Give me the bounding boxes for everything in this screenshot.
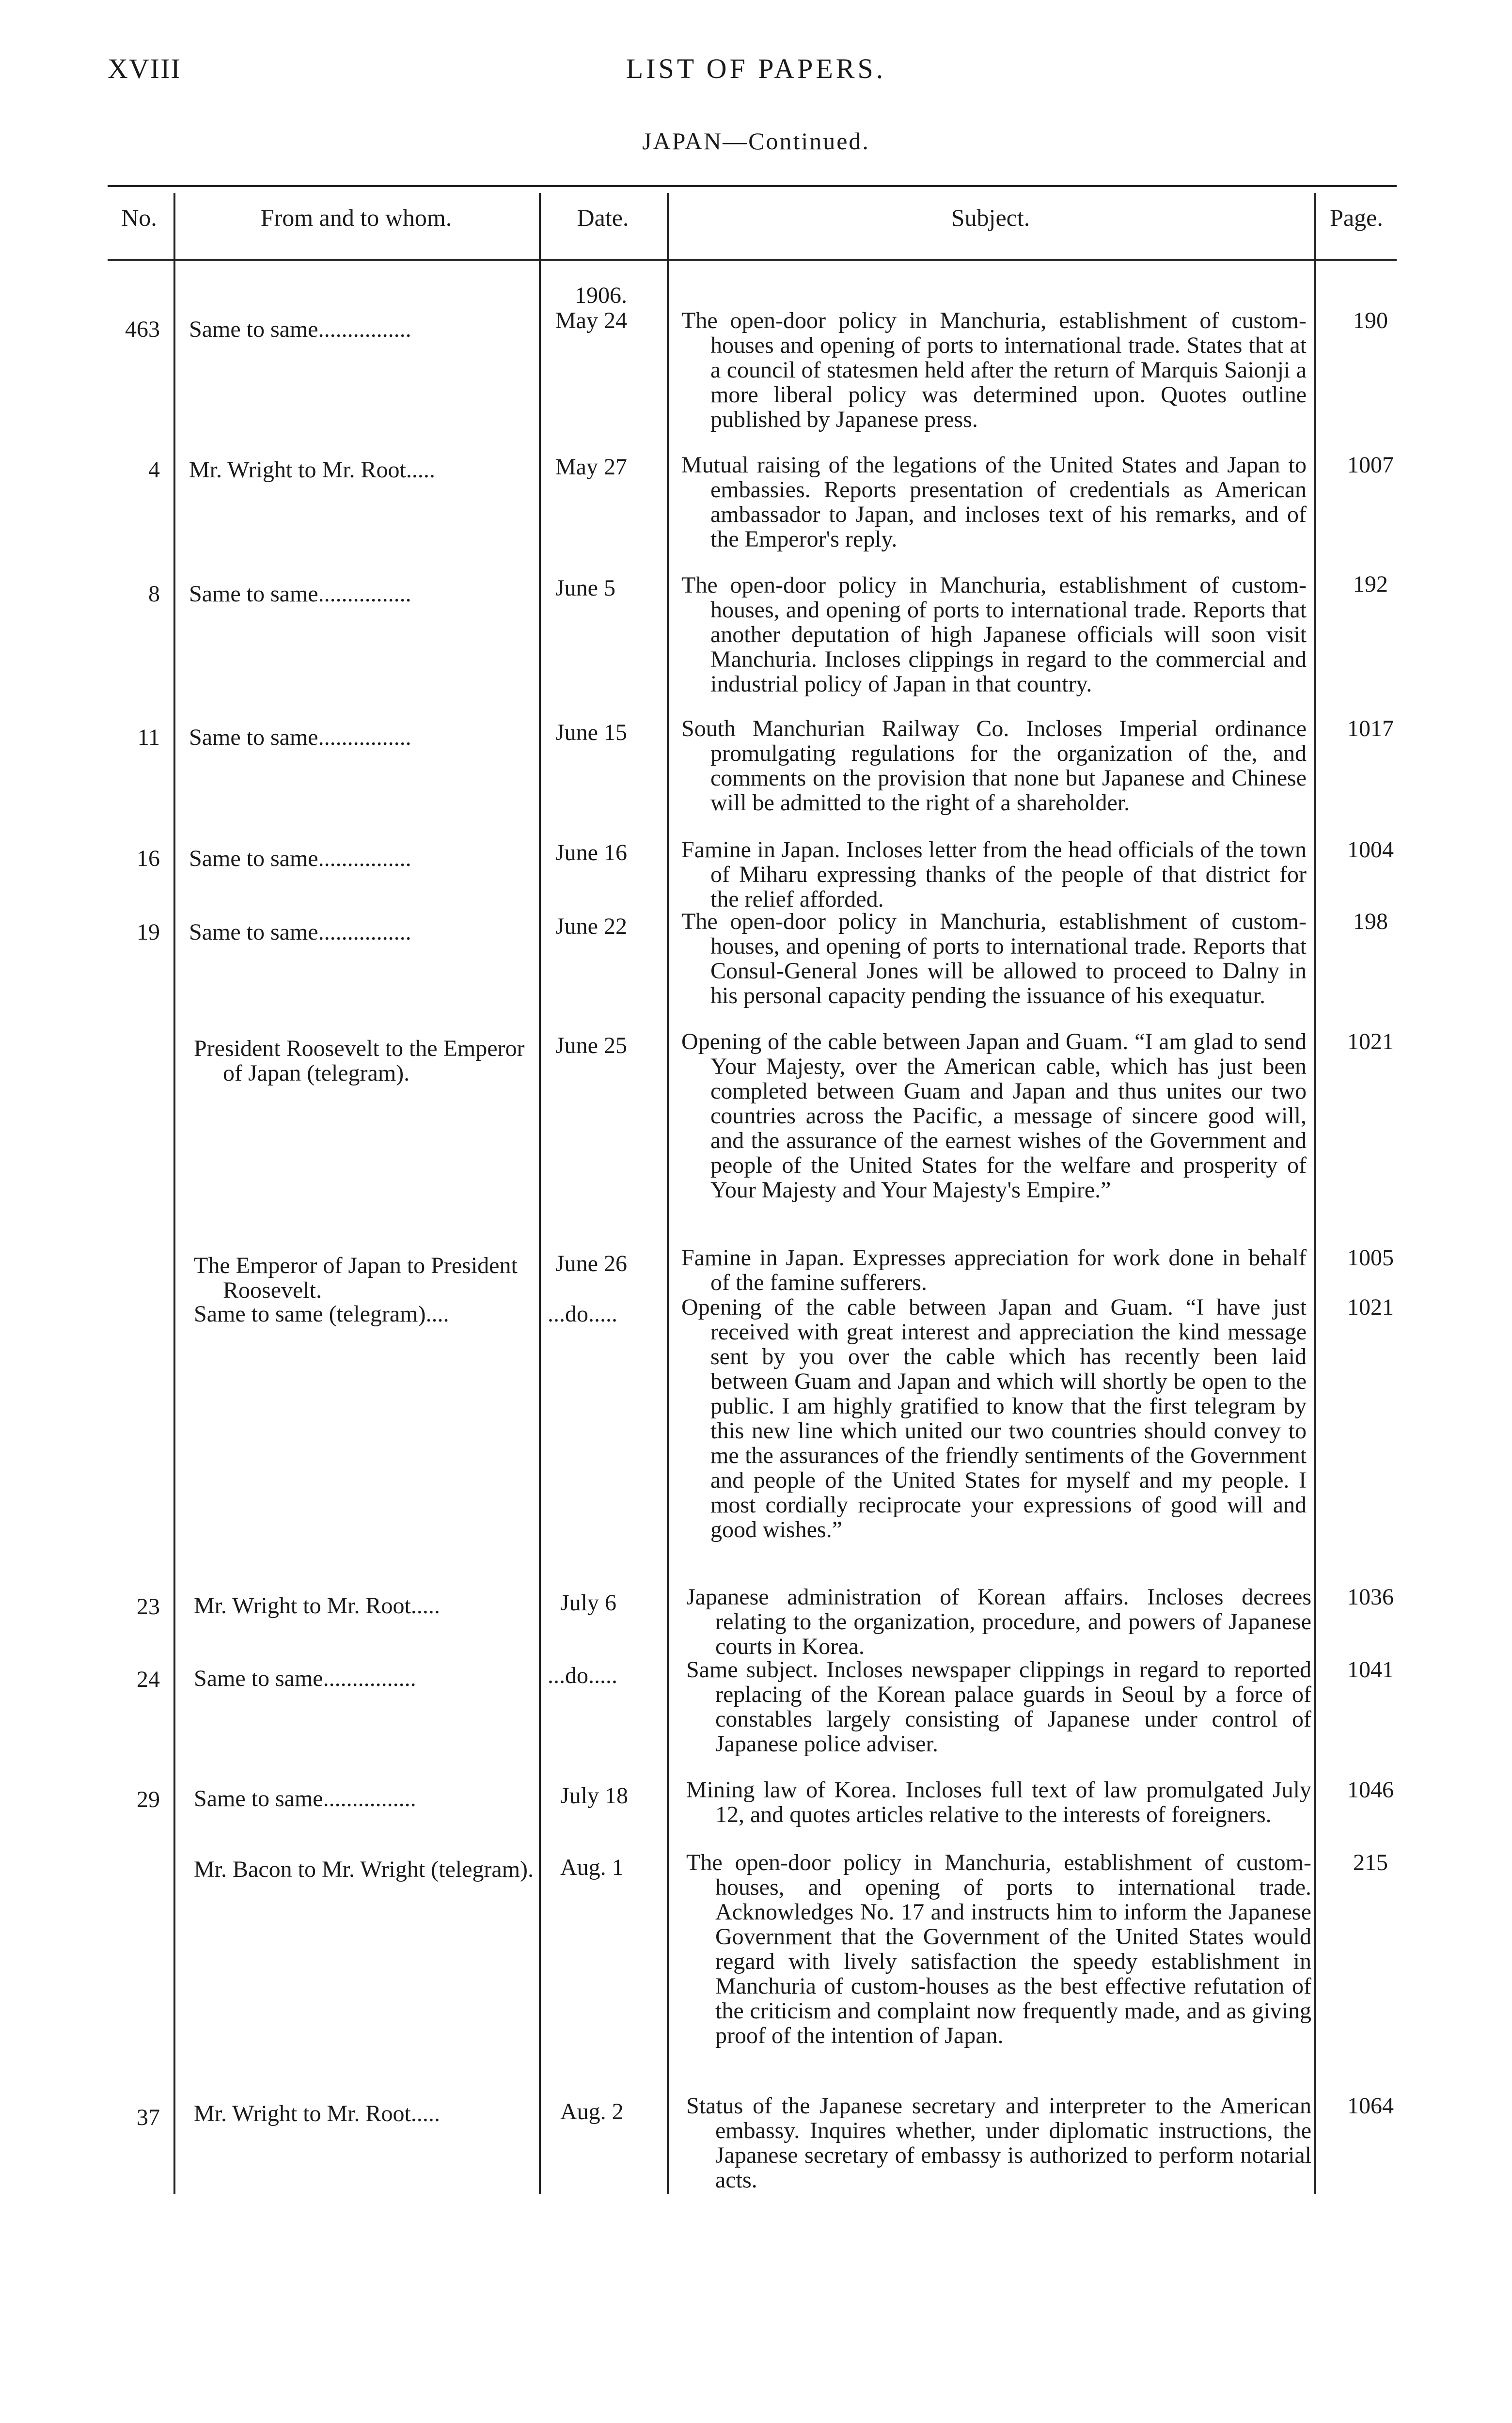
row-subject: Japanese administration of Korean affairs. Incloses decrees relating to the organization, procedure, and powers of Japanese courts in Korea. — [686, 1584, 1311, 1659]
column-divider-3 — [667, 193, 669, 2194]
row-date: May 24 — [555, 308, 627, 333]
row-from: Mr. Wright to Mr. Root..... — [194, 2101, 440, 2126]
row-page: 1064 — [1347, 2093, 1394, 2119]
row-page: 192 — [1353, 571, 1388, 597]
row-date: June 22 — [555, 913, 627, 939]
row-from: Same to same................ — [189, 581, 411, 607]
row-page: 190 — [1353, 308, 1388, 333]
year-label: 1906. — [575, 283, 627, 308]
row-subject: Opening of the cable between Japan and Guam. “I am glad to send Your Majesty, over the American cable, which has just been completed between Guam and Japan and thus unites our two countries across the Pacific, a message of sincere good will, and the assurance of the earnest wishes of the Government and people of the United States for the welfare and prosperity of Your Majesty and Your Majesty's Empire.” — [681, 1029, 1307, 1203]
row-page: 198 — [1353, 909, 1388, 934]
row-date: ...do..... — [548, 1663, 617, 1688]
row-subject: The open-door policy in Manchuria, establishment of custom-houses, and opening of ports to international trade. Reports that Consul-General Jones will be allowed to proceed to Dalny in his personal capacity pending the issuance of his exequatur. — [681, 909, 1307, 1008]
row-no: 4 — [148, 457, 160, 483]
row-from: The Emperor of Japan to President Roosevelt. — [194, 1253, 518, 1303]
row-page: 1021 — [1347, 1029, 1394, 1054]
row-date: July 6 — [560, 1590, 617, 1616]
row-page: 215 — [1353, 1850, 1388, 1875]
column-divider-2 — [539, 193, 541, 2194]
column-divider-4 — [1314, 193, 1316, 2194]
row-from: Mr. Bacon to Mr. Wright (telegram). — [194, 1857, 534, 1882]
row-page: 1004 — [1347, 837, 1394, 863]
row-from: Mr. Wright to Mr. Root..... — [194, 1593, 440, 1619]
row-page: 1036 — [1347, 1584, 1394, 1610]
row-date: ...do..... — [548, 1301, 617, 1327]
row-page: 1021 — [1347, 1294, 1394, 1320]
row-subject: Same subject. Incloses newspaper clippings in regard to reported replacing of the Korean palace guards in Seoul by a force of constables largely consisting of Japanese under control of Japanese police adviser. — [686, 1657, 1311, 1757]
row-subject: Status of the Japanese secretary and interpreter to the American embassy. Inquires whether, under diplomatic instructions, the Japanese secretary of embassy is authorized to perform notarial acts. — [686, 2093, 1311, 2193]
row-no: 29 — [137, 1787, 160, 1812]
row-date: June 25 — [555, 1033, 627, 1058]
column-header-date: Date. — [577, 204, 629, 231]
row-no: 11 — [137, 724, 160, 750]
row-subject: The open-door policy in Manchuria, establishment of custom-houses, and opening of ports to international trade. Acknowledges No. 17 and instructs him to inform the Japanese Government that the Government of the United States would regard with lively satisfaction the speedy establishment in Manchuria of custom-houses as the best effective refutation of the criticism and complaint now frequently made, and as giving proof of the intention of Japan. — [686, 1850, 1311, 2048]
row-from: Mr. Wright to Mr. Root..... — [189, 457, 435, 483]
row-date: Aug. 1 — [560, 1855, 624, 1880]
header-top-rule — [108, 185, 1397, 187]
row-date: May 27 — [555, 454, 627, 480]
column-header-from: From and to whom. — [260, 204, 452, 231]
row-from: Same to same (telegram).... — [194, 1301, 449, 1327]
column-divider-1 — [173, 193, 175, 2194]
row-from: Same to same................ — [189, 846, 411, 871]
row-date: July 18 — [560, 1783, 629, 1809]
row-no: 16 — [137, 846, 160, 871]
column-header-subject: Subject. — [951, 204, 1030, 231]
row-from: Same to same................ — [189, 724, 411, 750]
row-no: 463 — [125, 316, 160, 342]
row-no: 23 — [137, 1594, 160, 1620]
column-header-no: No. — [121, 204, 157, 231]
row-page: 1041 — [1347, 1657, 1394, 1683]
row-subject: The open-door policy in Manchuria, establishment of custom-houses, and opening of ports to international trade. Reports that another deputation of high Japanese officials will soon visit Manchuria. Incloses clippings in regard to the commercial and industrial policy of Japan in that country. — [681, 572, 1307, 697]
page-subtitle: JAPAN—Continued. — [642, 127, 870, 155]
row-date: June 15 — [555, 720, 627, 745]
row-page: 1005 — [1347, 1245, 1394, 1271]
row-subject: Opening of the cable between Japan and Guam. “I have just received with great interest and appreciation the kind message sent by you over the cable which has recently been laid between Guam and Japan and which will shortly be open to the public. I am highly gratified to know that the first telegram by this new line which united our two countries should convey to me the assurances of the friendly sentiments of the Government and people of the United States for myself and my people. I most cordially reciprocate your expressions of good will and good wishes.” — [681, 1294, 1307, 1542]
row-page: 1007 — [1347, 452, 1394, 478]
row-date: June 26 — [555, 1251, 627, 1276]
row-from: Same to same................ — [189, 316, 411, 342]
row-from: Same to same................ — [194, 1786, 416, 1811]
page-number: XVIII — [108, 53, 181, 84]
row-subject: The open-door policy in Manchuria, establishment of custom-houses and opening of ports to international trade. States that at a council of statesmen held after the return of Marquis Saionji a more liberal policy was determined upon. Quotes outline published by Japanese press. — [681, 308, 1307, 432]
row-from: Same to same................ — [189, 919, 411, 945]
row-from: President Roosevelt to the Emperor of Japan (telegram). — [194, 1036, 525, 1086]
row-subject: Famine in Japan. Incloses letter from the head officials of the town of Miharu expressing thanks of the people of that district for the relief afforded. — [681, 837, 1307, 912]
row-date: Aug. 2 — [560, 2099, 624, 2124]
row-no: 24 — [137, 1667, 160, 1692]
row-page: 1017 — [1347, 716, 1394, 741]
row-page: 1046 — [1347, 1777, 1394, 1803]
header-bottom-rule — [108, 259, 1397, 261]
row-subject: Mining law of Korea. Incloses full text of law promulgated July 12, and quotes articles relative to the interests of foreigners. — [686, 1777, 1311, 1827]
row-subject: Mutual raising of the legations of the United States and Japan to embassies. Reports presentation of credentials as American ambassador to Japan, and incloses text of his remarks, and of the Emperor's reply. — [681, 452, 1307, 552]
row-no: 19 — [137, 919, 160, 945]
row-date: June 5 — [555, 575, 615, 601]
row-subject: South Manchurian Railway Co. Incloses Imperial ordinance promulgating regulations for the organization of the, and comments on the provision that none but Japanese and Chinese will be admitted to the right of a shareholder. — [681, 716, 1307, 816]
row-subject: Famine in Japan. Expresses appreciation for work done in behalf of the famine sufferers. — [681, 1245, 1307, 1295]
row-from: Same to same................ — [194, 1666, 416, 1691]
row-no: 37 — [137, 2105, 160, 2130]
row-no: 8 — [148, 581, 160, 607]
row-date: June 16 — [555, 840, 627, 865]
column-header-page: Page. — [1330, 204, 1383, 231]
page-title: LIST OF PAPERS. — [626, 53, 886, 84]
